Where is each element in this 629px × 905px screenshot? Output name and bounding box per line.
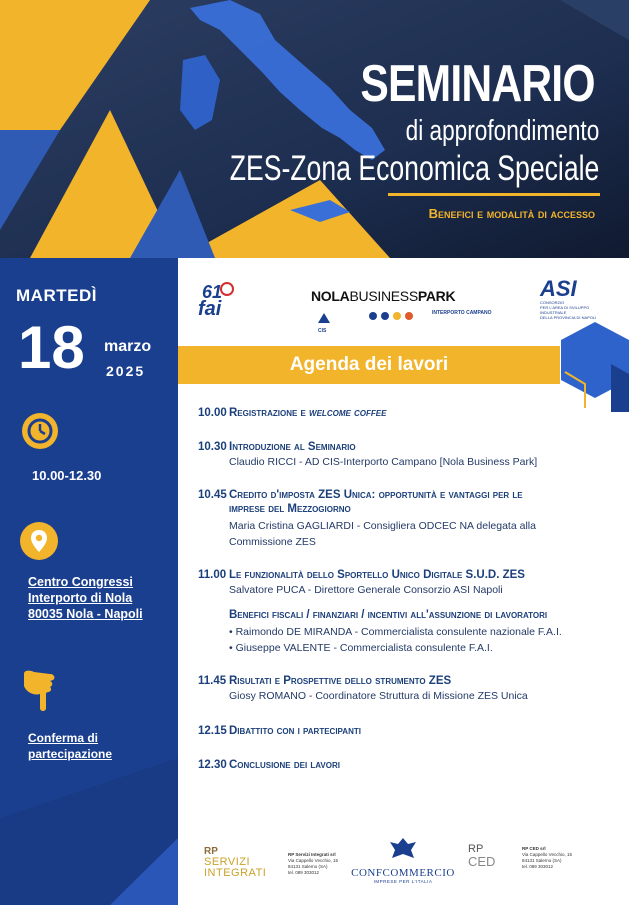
seminar-tagline: Benefici e modalità di accesso [428,206,595,221]
confcommercio-logo: CONFCOMMERCIO IMPRESE PER L'ITALIA [350,836,456,884]
agenda-speaker: Claudio RICCI - AD CIS-Interporto Campano [Nola Business Park] [229,456,538,468]
eagle-icon [388,836,418,862]
rp-servizi-address: RP Servizi Integrati srl Via Cappello Vecchio, 15 84131 Salerno (SA) tel. 089 303012 [288,852,338,875]
confirm-line-1: Conferma di [28,731,99,745]
venue-line-1: Centro Congressi [28,575,133,589]
rp-ced-logo: RP CED [468,843,496,869]
event-year: 2025 [106,363,146,379]
sponsor-footer [178,830,629,905]
nola-business-park-logo: NOLABUSINESSPARK [311,288,456,304]
event-day-name: MARTEDÌ [16,286,97,305]
title-underline [388,193,600,196]
event-day-number: 18 [18,314,85,381]
hexagon-decoration [555,322,629,412]
interporto-campano-logo: INTERPORTO CAMPANO [432,310,492,316]
fai-logo: 61 fai [198,282,238,322]
event-info-panel [0,258,178,905]
location-pin-icon [20,522,58,560]
agenda-speaker: Commissione ZES [229,536,316,548]
confirm-line-2: partecipazione [28,747,113,761]
agenda-speaker: • Raimondo DE MIRANDA - Commercialista consulente nazionale F.A.I. [229,626,562,638]
agenda-item: 12.30 Conclusione dei lavori [198,759,340,771]
agenda-item: 10.30 Introduzione al Seminario Claudio RICCI - AD CIS-Interporto Campano [Nola Business Park] [198,440,618,488]
agenda-item: 11.45 Risultati e Prospettive dello strumento ZES Giosy ROMANO - Coordinatore Struttura di Missione ZES Unica [198,674,618,724]
agenda-header-bar [178,346,560,384]
seminar-subtitle: di approfondimento [405,115,599,147]
agenda-item: Benefici fiscali / finanziari / incentivi all'assunzione di lavoratori • Raimondo DE MIRANDA - Commercialista consulente nazionale F.A.I. • Giuseppe VALENTE - Commercialista consulente F.A.I. [198,608,618,674]
confirm-participation-link[interactable] [28,730,112,762]
asi-logo: ASI CONSORZIO PER L'AREA DI SVILUPPO INDUSTRIALE DELLA PROVINCIA DI NAPOLI [540,276,597,320]
agenda-item: 10.00 Registrazione e welcome coffee [198,407,387,419]
agenda-item: 12.15 Dibattito con i partecipanti [198,725,361,737]
agenda-item: 11.00 Le funzionalità dello Sportello Unico Digitale S.U.D. ZES Salvatore PUCA - Direttore Generale Consorzio ASI Napoli [198,568,618,608]
event-month: marzo [104,338,152,355]
venue-line-3: 80035 Nola - Napoli [28,607,143,621]
agenda-title: Agenda dei lavori [289,354,449,375]
pointing-hand-icon [20,668,60,718]
seminar-title: SEMINARIO [360,55,595,113]
agenda-speaker: Giosy ROMANO - Coordinatore Struttura di Missione ZES Unica [229,690,528,702]
agenda-list [198,406,618,778]
agenda-speaker: Salvatore PUCA - Direttore Generale Consorzio ASI Napoli [229,584,503,596]
seminar-topic: ZES-Zona Economica Speciale [229,149,599,188]
rp-ced-address: RP CED srl Via Cappello Vecchio, 15 84131 Salerno (SA) tel. 089 303012 [522,846,572,869]
venue-line-2: Interporto di Nola [28,591,133,605]
agenda-speaker: Maria Cristina GAGLIARDI - Consigliera ODCEC NA delegata alla [229,520,536,532]
header-banner [0,0,629,258]
event-time: 10.00-12.30 [32,468,102,483]
clock-icon [22,413,58,449]
agenda-speaker: • Giuseppe VALENTE - Commercialista consulente F.A.I. [229,642,493,654]
agenda-item: 10.45 Credito d'imposta ZES Unica: opportunità e vantaggi per le imprese del Mezzogiorno Maria Cristina GAGLIARDI - Consigliera ODCEC NA delegata alla Commissione ZES [198,488,618,568]
rp-servizi-logo: RP SERVIZI INTEGRATI [204,846,267,879]
cis-logo: CIS [318,310,330,334]
event-venue-link[interactable] [28,574,143,622]
nola-dots [368,308,414,326]
